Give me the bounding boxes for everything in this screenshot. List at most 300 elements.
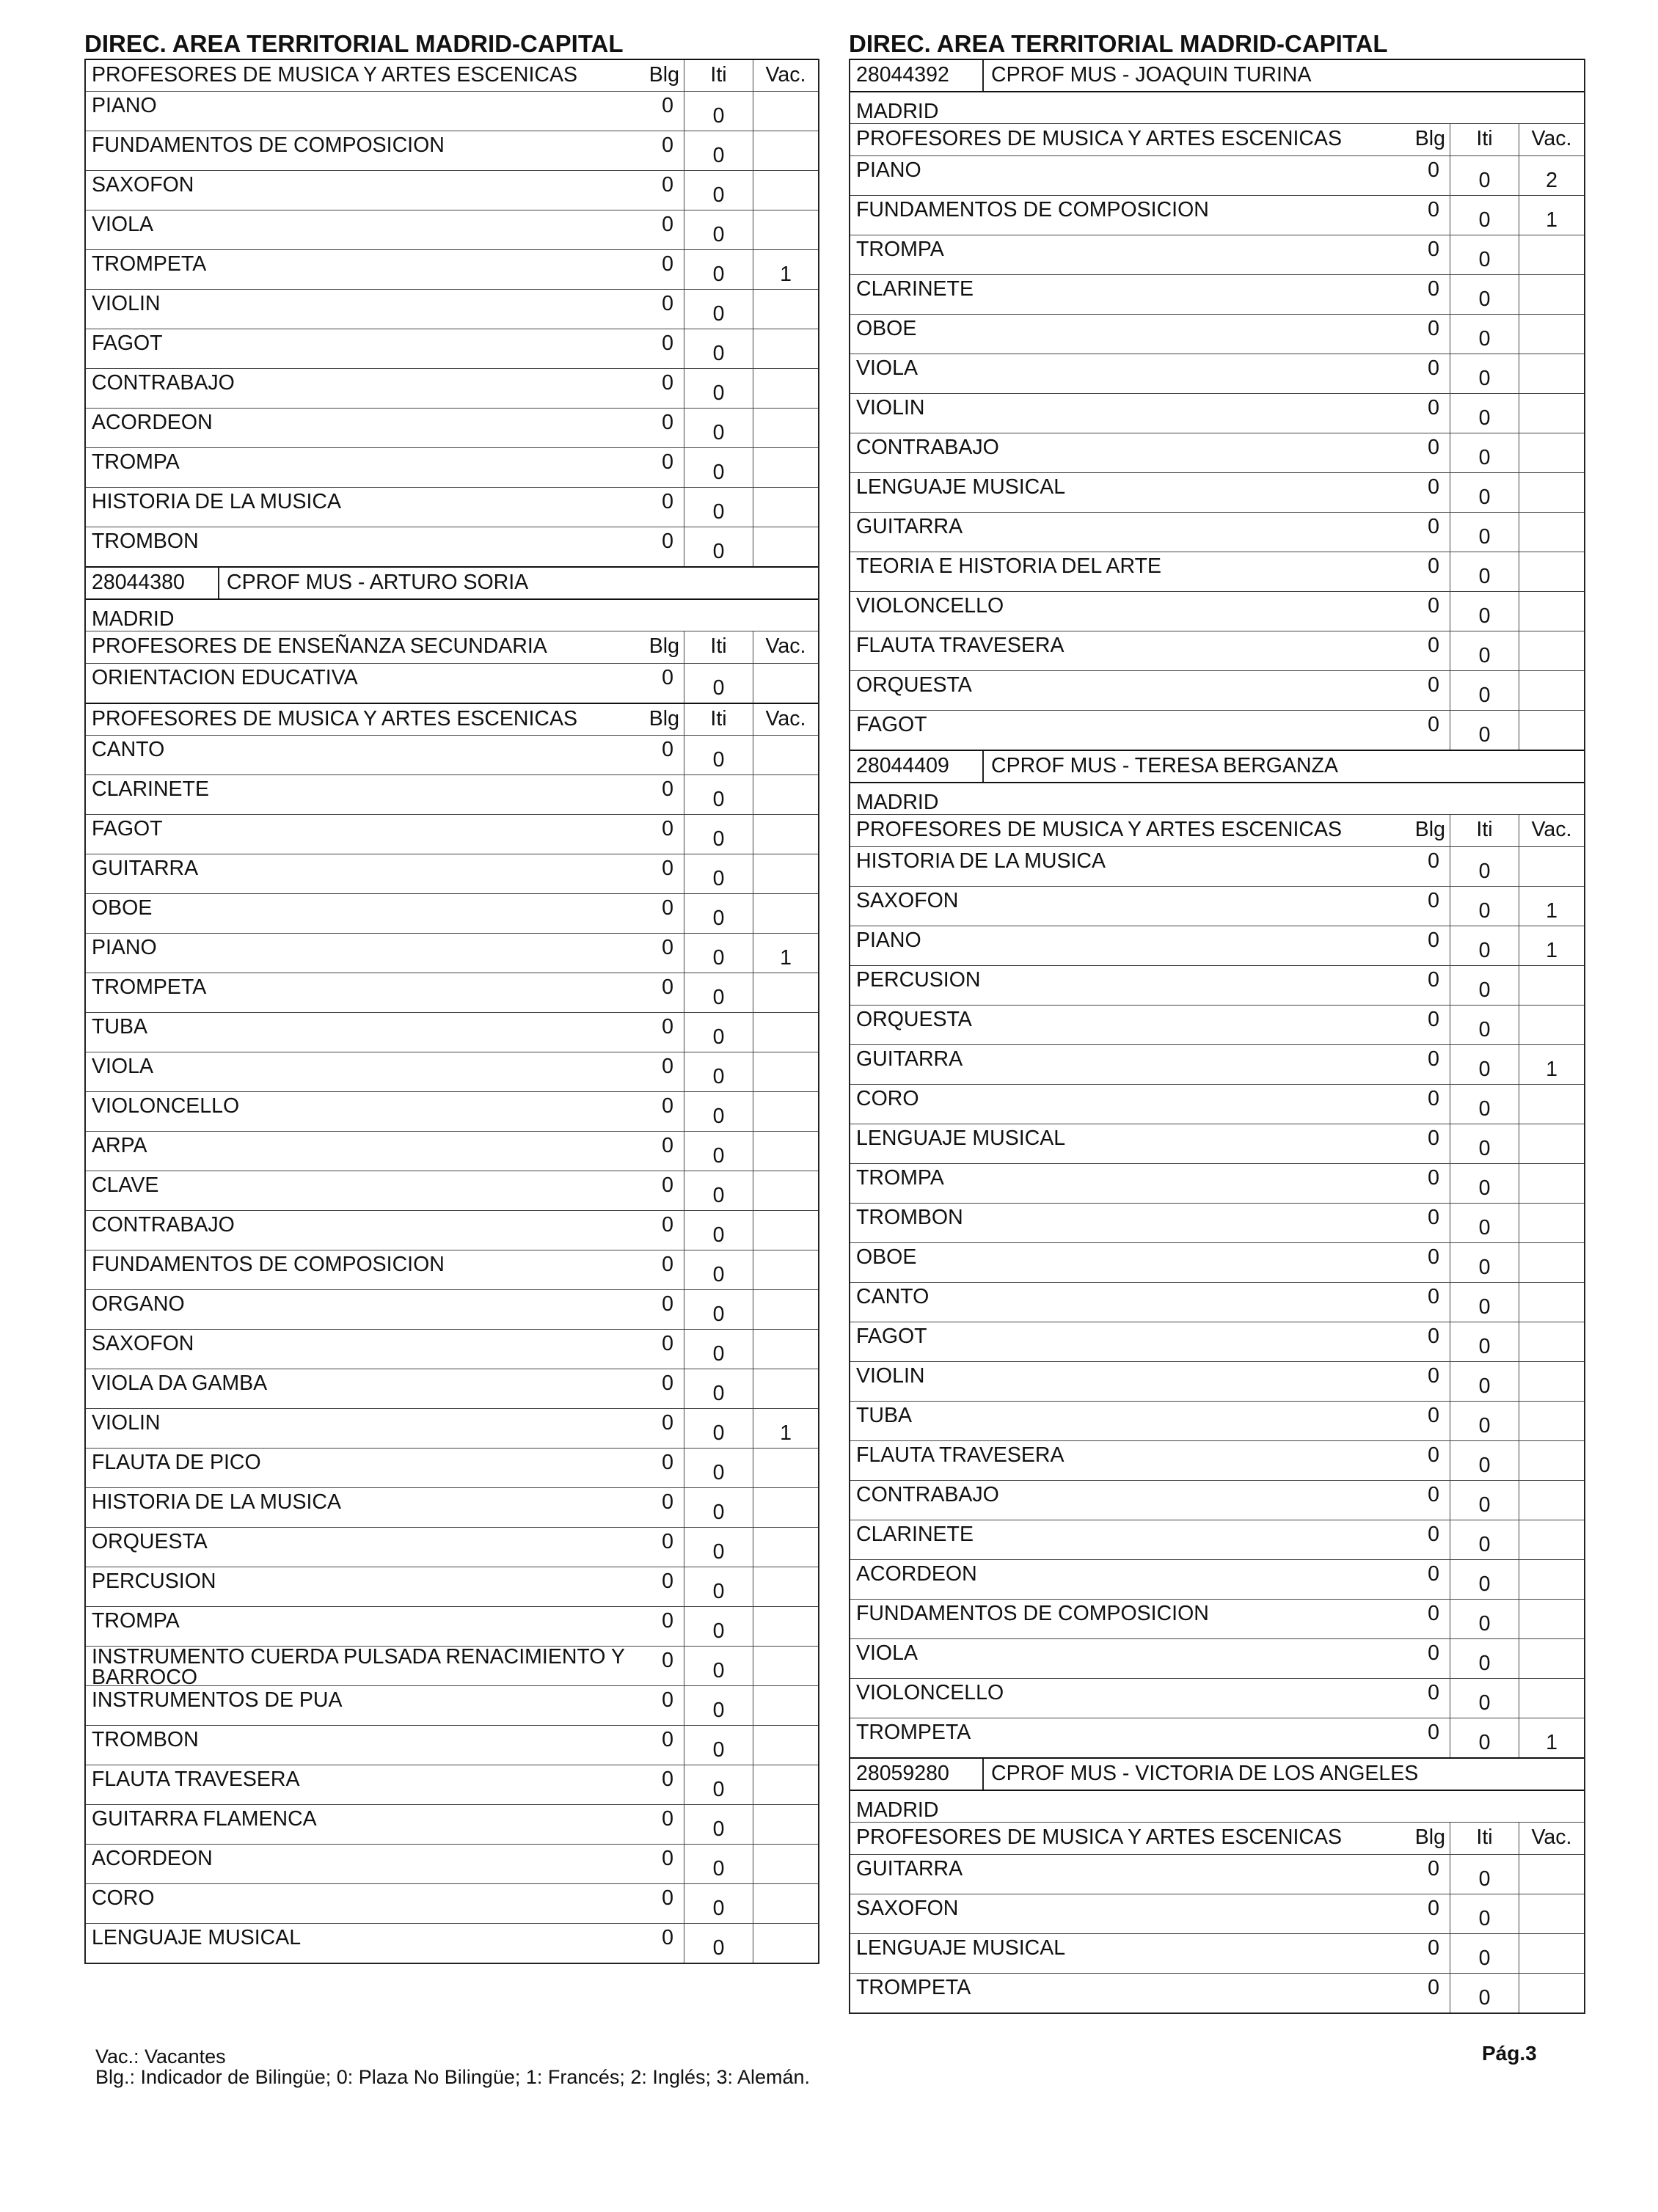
blg-value: 0 — [1402, 1402, 1450, 1440]
iti-value: 0 — [684, 1330, 753, 1369]
iti-value: 0 — [1450, 196, 1519, 235]
center-city: MADRID — [856, 1798, 939, 1822]
iti-value: 0 — [1450, 1085, 1519, 1124]
vac-value — [753, 1567, 818, 1606]
iti-value: 0 — [684, 210, 753, 249]
vac-value — [753, 1845, 818, 1883]
column-header-blg: Blg — [1402, 124, 1450, 155]
subject-name: PIANO — [92, 936, 157, 959]
blg-value: 0 — [1402, 235, 1450, 274]
subject-name: VIOLIN — [92, 292, 161, 315]
column-header-blg: Blg — [636, 631, 684, 663]
subject-name: TROMPETA — [856, 1721, 971, 1744]
iti-value: 0 — [1450, 1718, 1519, 1757]
center-code: 28044392 — [850, 60, 984, 91]
vac-value — [753, 1052, 818, 1091]
iti-value: 0 — [1450, 394, 1519, 433]
blg-value: 0 — [636, 664, 684, 703]
vac-value: 2 — [1546, 169, 1557, 192]
blg-value: 0 — [1402, 1243, 1450, 1282]
column-header-vac: Vac. — [765, 707, 806, 730]
blg-value: 0 — [1402, 966, 1450, 1005]
blg-value: 0 — [636, 1250, 684, 1289]
center-city: MADRID — [856, 100, 939, 123]
vac-value — [1519, 1855, 1584, 1894]
vac-value — [1519, 1639, 1584, 1678]
iti-value: 0 — [1450, 156, 1519, 195]
blg-value: 0 — [1402, 1600, 1450, 1638]
left-column — [84, 29, 819, 1964]
right-table — [849, 59, 1585, 2014]
iti-value: 0 — [1450, 1934, 1519, 1973]
blg-value: 0 — [1402, 1085, 1450, 1124]
blg-value: 0 — [636, 1765, 684, 1804]
table-row — [86, 663, 818, 703]
subject-name: OBOE — [856, 1245, 917, 1269]
iti-value: 0 — [684, 1765, 753, 1804]
vac-value — [753, 1013, 818, 1052]
table-row — [86, 210, 818, 249]
blg-value: 0 — [636, 1567, 684, 1606]
subject-name: FLAUTA DE PICO — [92, 1451, 261, 1474]
blg-value: 0 — [636, 854, 684, 893]
vac-value — [753, 1488, 818, 1527]
blg-value: 0 — [1402, 592, 1450, 631]
table-row — [850, 195, 1584, 235]
group-header-title: PROFESORES DE ENSEÑANZA SECUNDARIA — [92, 634, 547, 658]
blg-value: 0 — [636, 250, 684, 289]
table-row — [86, 1487, 818, 1527]
blg-value: 0 — [1402, 926, 1450, 965]
subject-name: ORQUESTA — [856, 1008, 972, 1031]
vac-value — [1519, 275, 1584, 314]
blg-value: 0 — [1402, 156, 1450, 195]
vac-value: 1 — [780, 1421, 792, 1445]
iti-value: 0 — [1450, 354, 1519, 393]
vac-value — [753, 775, 818, 814]
subject-name: TROMPA — [92, 450, 180, 474]
iti-value: 0 — [684, 1805, 753, 1844]
iti-value: 0 — [1450, 1894, 1519, 1933]
iti-value: 0 — [684, 736, 753, 774]
subject-name: PIANO — [856, 929, 921, 952]
subject-name: PERCUSION — [856, 968, 981, 992]
table-row — [86, 1646, 818, 1685]
vac-value — [753, 1528, 818, 1567]
iti-value: 0 — [1450, 1204, 1519, 1242]
table-row — [86, 91, 818, 131]
table-row — [86, 408, 818, 447]
iti-value: 0 — [684, 854, 753, 893]
subject-name: GUITARRA — [856, 1047, 963, 1071]
subject-name: GUITARRA — [92, 857, 199, 880]
vac-value — [1519, 1322, 1584, 1361]
subject-name: FAGOT — [92, 817, 163, 841]
subject-name: TROMPA — [856, 238, 944, 261]
blg-value: 0 — [636, 1290, 684, 1329]
subject-name: CLAVE — [92, 1173, 159, 1197]
vac-value — [753, 131, 818, 170]
iti-value: 0 — [684, 369, 753, 408]
group-header-row — [850, 123, 1584, 155]
blg-value: 0 — [636, 1647, 684, 1685]
subject-name: LENGUAJE MUSICAL — [92, 1926, 302, 1949]
table-row — [86, 368, 818, 408]
vac-value — [753, 1290, 818, 1329]
blg-value: 0 — [1402, 552, 1450, 591]
table-row — [850, 846, 1584, 886]
iti-value: 0 — [684, 894, 753, 933]
iti-value: 0 — [684, 250, 753, 289]
subject-name: PERCUSION — [92, 1570, 216, 1593]
table-row — [86, 170, 818, 210]
vac-value — [753, 409, 818, 447]
vac-value — [753, 815, 818, 854]
blg-value: 0 — [636, 1845, 684, 1883]
subject-name: TROMPETA — [856, 1976, 971, 1999]
vac-value — [753, 171, 818, 210]
subject-name: HISTORIA DE LA MUSICA — [92, 1490, 341, 1514]
table-row — [850, 1678, 1584, 1718]
blg-value: 0 — [1402, 1164, 1450, 1203]
subject-name: CLARINETE — [856, 1523, 974, 1546]
vac-value — [1519, 1560, 1584, 1599]
blg-value: 0 — [1402, 1322, 1450, 1361]
subject-name: VIOLONCELLO — [856, 1681, 1004, 1704]
group-header-row — [86, 59, 818, 91]
iti-value: 0 — [1450, 552, 1519, 591]
vac-value: 1 — [1546, 1731, 1557, 1754]
subject-name: PIANO — [856, 158, 921, 182]
vac-value — [1519, 1085, 1584, 1124]
vac-value — [753, 1132, 818, 1171]
table-row — [850, 1854, 1584, 1894]
vac-value — [753, 1726, 818, 1765]
subject-name: VIOLIN — [856, 396, 925, 420]
column-header-blg: Blg — [1402, 815, 1450, 846]
subject-name: LENGUAJE MUSICAL — [856, 1936, 1066, 1960]
blg-value: 0 — [1402, 631, 1450, 670]
iti-value: 0 — [1450, 966, 1519, 1005]
blg-value: 0 — [636, 1211, 684, 1250]
center-code: 28044380 — [86, 568, 219, 598]
iti-value: 0 — [1450, 1481, 1519, 1520]
center-city: MADRID — [92, 607, 175, 631]
iti-value: 0 — [1450, 1520, 1519, 1559]
blg-value: 0 — [1402, 1974, 1450, 2013]
iti-value: 0 — [1450, 1124, 1519, 1163]
table-row — [86, 1408, 818, 1448]
vac-value — [753, 1092, 818, 1131]
iti-value: 0 — [1450, 1243, 1519, 1282]
vac-value: 1 — [1546, 899, 1557, 923]
table-row — [86, 1052, 818, 1091]
vac-value — [753, 854, 818, 893]
table-row — [850, 1894, 1584, 1933]
subject-name: LENGUAJE MUSICAL — [856, 475, 1066, 499]
table-row — [86, 893, 818, 933]
vac-value — [753, 1686, 818, 1725]
vac-value: 1 — [780, 263, 792, 286]
table-row — [850, 1520, 1584, 1559]
blg-value: 0 — [636, 894, 684, 933]
iti-value: 0 — [1450, 671, 1519, 710]
column-header-vac: Vac. — [765, 63, 806, 87]
vac-value — [1519, 1894, 1584, 1933]
blg-value: 0 — [636, 1884, 684, 1923]
blg-value: 0 — [636, 736, 684, 774]
iti-value: 0 — [684, 1211, 753, 1250]
subject-name: PIANO — [92, 94, 157, 117]
iti-value: 0 — [684, 1052, 753, 1091]
center-city-row — [86, 598, 818, 631]
iti-value: 0 — [1450, 315, 1519, 354]
vac-value — [753, 1171, 818, 1210]
group-header-row — [86, 703, 818, 735]
iti-value: 0 — [684, 448, 753, 487]
iti-value: 0 — [684, 664, 753, 703]
vac-value — [1519, 1402, 1584, 1440]
center-code: 28059280 — [850, 1759, 984, 1790]
column-header-vac: Vac. — [765, 634, 806, 658]
vac-value — [753, 527, 818, 566]
subject-name: FLAUTA TRAVESERA — [856, 634, 1064, 657]
blg-value: 0 — [636, 1052, 684, 1091]
vac-value — [1519, 1124, 1584, 1163]
table-row — [86, 814, 818, 854]
subject-name: FUNDAMENTOS DE COMPOSICION — [92, 133, 445, 157]
table-row — [850, 1599, 1584, 1638]
blg-value: 0 — [1402, 196, 1450, 235]
table-row — [850, 1084, 1584, 1124]
table-row — [86, 933, 818, 973]
blg-value: 0 — [636, 92, 684, 131]
subject-name: SAXOFON — [856, 1897, 959, 1920]
subject-name: VIOLA — [92, 1055, 153, 1078]
vac-value — [753, 1330, 818, 1369]
subject-name: TROMPETA — [92, 252, 207, 276]
column-header-vac: Vac. — [1531, 818, 1572, 841]
iti-value: 0 — [684, 1567, 753, 1606]
blg-value: 0 — [636, 448, 684, 487]
column-header-iti: Iti — [684, 704, 753, 735]
iti-value: 0 — [1450, 1679, 1519, 1718]
page-number: Pág.3 — [1482, 2042, 1537, 2065]
table-row — [86, 1250, 818, 1289]
group-header-row — [86, 631, 818, 663]
blg-value: 0 — [636, 1607, 684, 1646]
table-row — [850, 1361, 1584, 1401]
table-row — [850, 155, 1584, 195]
center-code: 28044409 — [850, 751, 984, 782]
vac-value — [753, 894, 818, 933]
blg-value: 0 — [1402, 887, 1450, 926]
blg-value: 0 — [1402, 315, 1450, 354]
subject-name: SAXOFON — [856, 889, 959, 912]
iti-value: 0 — [1450, 513, 1519, 552]
iti-value: 0 — [1450, 275, 1519, 314]
table-row — [850, 1163, 1584, 1203]
vac-value — [1519, 711, 1584, 750]
iti-value: 0 — [1450, 1560, 1519, 1599]
iti-value: 0 — [684, 1884, 753, 1923]
iti-value: 0 — [684, 1290, 753, 1329]
blg-value: 0 — [636, 1013, 684, 1052]
table-row — [850, 314, 1584, 354]
blg-value: 0 — [1402, 847, 1450, 886]
vac-value — [753, 488, 818, 527]
subject-name: CANTO — [92, 738, 165, 761]
vac-value — [753, 1369, 818, 1408]
subject-name: FAGOT — [856, 1325, 927, 1348]
table-row — [850, 710, 1584, 750]
subject-name: CONTRABAJO — [92, 1213, 235, 1237]
table-row — [850, 433, 1584, 472]
blg-value: 0 — [636, 815, 684, 854]
table-row — [86, 527, 818, 566]
blg-value: 0 — [636, 1686, 684, 1725]
vac-value — [1519, 1520, 1584, 1559]
right-column — [849, 29, 1585, 2014]
table-row — [86, 1804, 818, 1844]
table-row — [850, 1124, 1584, 1163]
iti-value: 0 — [684, 1647, 753, 1685]
blg-value: 0 — [1402, 473, 1450, 512]
vac-value — [1519, 1679, 1584, 1718]
iti-value: 0 — [1450, 1283, 1519, 1322]
blg-value: 0 — [1402, 1124, 1450, 1163]
table-row — [850, 1480, 1584, 1520]
table-row — [86, 131, 818, 170]
vac-value — [753, 1765, 818, 1804]
table-row — [86, 487, 818, 527]
table-row — [86, 1091, 818, 1131]
iti-value: 0 — [1450, 1045, 1519, 1084]
vac-value — [1519, 1974, 1584, 2013]
iti-value: 0 — [684, 1726, 753, 1765]
group-header-title: PROFESORES DE MUSICA Y ARTES ESCENICAS — [856, 818, 1343, 841]
vac-value — [1519, 1934, 1584, 1973]
table-row — [86, 1685, 818, 1725]
table-row — [850, 274, 1584, 314]
blg-value: 0 — [636, 1488, 684, 1527]
subject-name: CORO — [92, 1886, 155, 1910]
subject-name: ORIENTACION EDUCATIVA — [92, 666, 358, 689]
subject-name: OBOE — [856, 317, 917, 340]
group-header-title: PROFESORES DE MUSICA Y ARTES ESCENICAS — [92, 707, 578, 730]
blg-value: 0 — [636, 1369, 684, 1408]
table-row — [86, 1765, 818, 1804]
subject-name: CONTRABAJO — [856, 436, 999, 459]
subject-name: VIOLONCELLO — [856, 594, 1004, 618]
table-row — [850, 1203, 1584, 1242]
vac-value — [1519, 1243, 1584, 1282]
vac-value — [753, 329, 818, 368]
iti-value: 0 — [1450, 1402, 1519, 1440]
subject-name: VIOLONCELLO — [92, 1094, 240, 1118]
iti-value: 0 — [684, 1250, 753, 1289]
center-row — [86, 566, 818, 598]
subject-name: LENGUAJE MUSICAL — [856, 1127, 1066, 1150]
table-row — [86, 1448, 818, 1487]
vac-value — [1519, 552, 1584, 591]
blg-value: 0 — [1402, 1934, 1450, 1973]
vac-value — [1519, 315, 1584, 354]
blg-value: 0 — [636, 369, 684, 408]
table-row — [850, 1322, 1584, 1361]
center-city-row — [850, 91, 1584, 123]
table-row — [86, 854, 818, 893]
iti-value: 0 — [684, 171, 753, 210]
vac-value — [753, 973, 818, 1012]
blg-value: 0 — [1402, 1481, 1450, 1520]
vac-value — [753, 448, 818, 487]
iti-value: 0 — [1450, 1600, 1519, 1638]
blg-value: 0 — [636, 1726, 684, 1765]
subject-name: OBOE — [92, 896, 153, 920]
table-row — [86, 1725, 818, 1765]
iti-value: 0 — [1450, 1441, 1519, 1480]
table-row — [86, 1210, 818, 1250]
column-header-iti: Iti — [684, 60, 753, 91]
center-city: MADRID — [856, 791, 939, 814]
vac-value — [753, 664, 818, 703]
subject-name: FLAUTA TRAVESERA — [856, 1443, 1064, 1467]
subject-name: HISTORIA DE LA MUSICA — [92, 490, 341, 513]
table-row — [850, 670, 1584, 710]
center-row — [850, 750, 1584, 782]
vac-value — [753, 1607, 818, 1646]
blg-value: 0 — [636, 488, 684, 527]
table-row — [86, 973, 818, 1012]
table-row — [86, 1012, 818, 1052]
vac-value — [1519, 1283, 1584, 1322]
iti-value: 0 — [684, 1369, 753, 1408]
subject-name: ORQUESTA — [856, 673, 972, 697]
vac-value — [753, 210, 818, 249]
blg-value: 0 — [636, 973, 684, 1012]
subject-name: VIOLIN — [92, 1411, 161, 1435]
subject-name: FUNDAMENTOS DE COMPOSICION — [856, 1602, 1209, 1625]
table-row — [850, 1933, 1584, 1973]
table-row — [850, 591, 1584, 631]
blg-value: 0 — [636, 1132, 684, 1171]
center-name: CPROF MUS - VICTORIA DE LOS ANGELES — [991, 1762, 1419, 1785]
iti-value: 0 — [1450, 1855, 1519, 1894]
table-row — [86, 735, 818, 774]
vac-value — [753, 369, 818, 408]
column-header-iti: Iti — [1450, 815, 1519, 846]
blg-value: 0 — [636, 1092, 684, 1131]
vac-value: 1 — [1546, 1058, 1557, 1081]
subject-name: FLAUTA TRAVESERA — [92, 1768, 300, 1791]
subject-name: ACORDEON — [92, 411, 213, 434]
vac-value — [753, 1805, 818, 1844]
column-header-vac: Vac. — [1531, 1825, 1572, 1849]
iti-value: 0 — [684, 92, 753, 131]
iti-value: 0 — [684, 488, 753, 527]
table-row — [86, 289, 818, 329]
blg-value: 0 — [1402, 1560, 1450, 1599]
iti-value: 0 — [684, 775, 753, 814]
iti-value: 0 — [684, 1686, 753, 1725]
iti-value: 0 — [684, 1132, 753, 1171]
iti-value: 0 — [684, 1013, 753, 1052]
blg-value: 0 — [636, 1449, 684, 1487]
subject-name: FUNDAMENTOS DE COMPOSICION — [856, 198, 1209, 221]
table-row — [850, 1559, 1584, 1599]
iti-value: 0 — [684, 1528, 753, 1567]
